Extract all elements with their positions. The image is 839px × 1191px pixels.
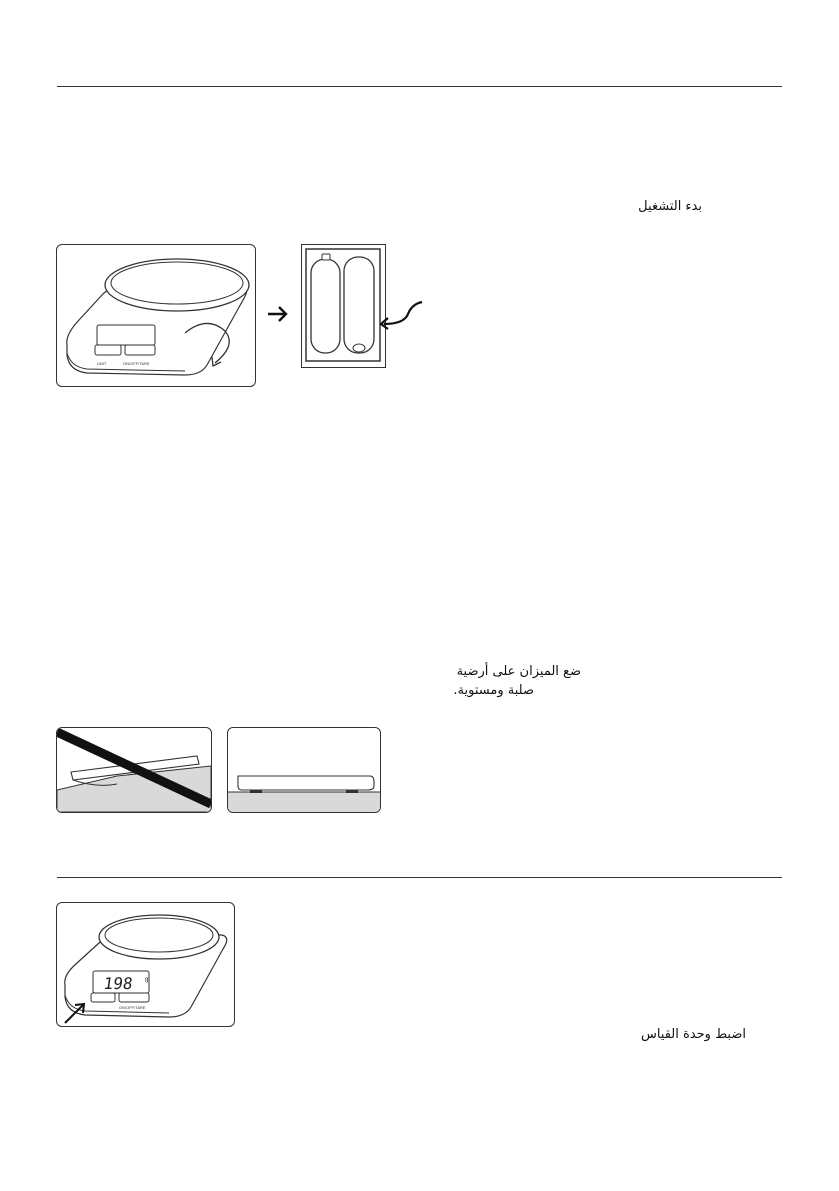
surface-instruction-line1: ضع الميزان على أرضية xyxy=(456,664,581,679)
insert-arrow-icon xyxy=(378,300,424,330)
display-unit: g xyxy=(145,977,149,983)
tare-button-label: ON/OFF/TARE xyxy=(119,1005,146,1010)
battery-icon xyxy=(311,254,340,353)
battery-compartment-figure xyxy=(301,244,386,368)
top-divider xyxy=(57,86,782,87)
flat-surface-figure xyxy=(227,727,381,813)
scale-back-figure xyxy=(56,244,256,387)
scale-display-figure xyxy=(56,902,235,1027)
surface-instruction-line2: صلبة ومستوية. xyxy=(453,683,534,698)
section-divider xyxy=(57,877,782,878)
unit-button-label: UNIT xyxy=(97,361,107,366)
tare-button-label: ON/OFF/TARE xyxy=(123,361,150,366)
section-unit-heading: اضبط وحدة القياس xyxy=(640,1027,746,1042)
battery-icon xyxy=(344,257,374,353)
uneven-surface-figure xyxy=(56,727,212,813)
display-reading: 198 xyxy=(102,974,134,993)
arrow-right-icon xyxy=(266,305,290,323)
section-start-heading: بدء التشغيل xyxy=(638,199,702,214)
